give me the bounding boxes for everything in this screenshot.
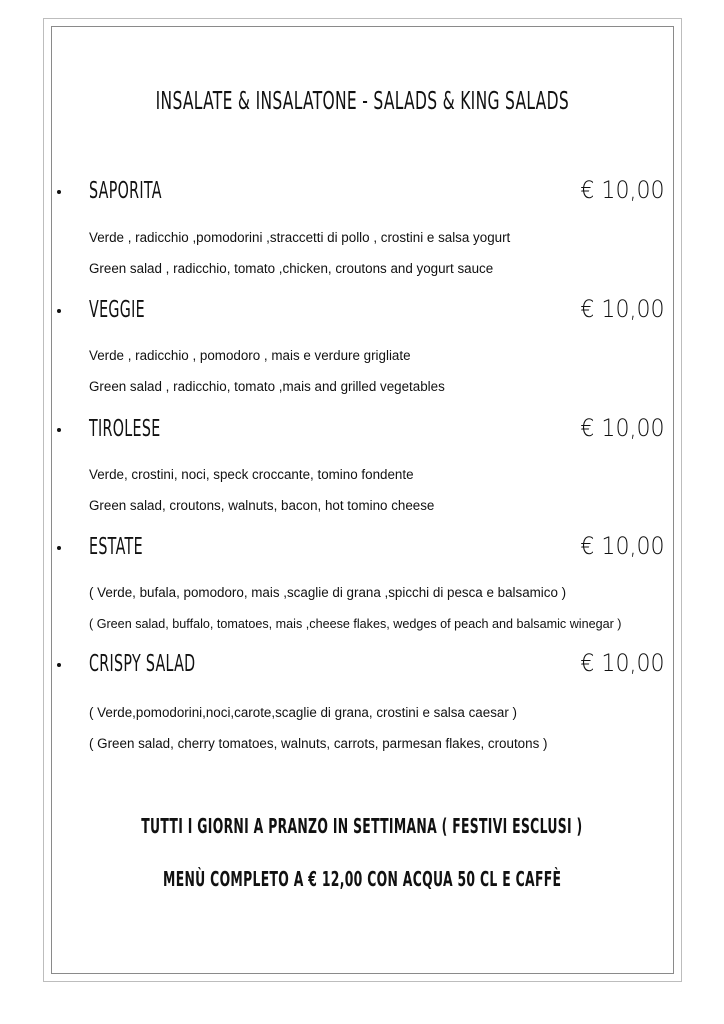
item-desc-it: ( Verde,pomodorini,noci,carote,scaglie di grana, crostini e salsa caesar ) [89,705,517,720]
item-price: € 10,00 [580,649,665,677]
footer-lunch-note: TUTTI I GIORNI A PRANZO IN SETTIMANA ( FESTIVI ESCLUSI ) [141,814,583,838]
menu-item-veggie [0,297,724,327]
bullet-icon [57,546,61,550]
item-name: TIROLESE [89,416,161,442]
item-desc-en: Green salad , radicchio, tomato ,mais and grilled vegetables [89,379,445,394]
item-name: CRISPY SALAD [89,651,196,677]
menu-item-tirolese [0,416,724,446]
menu-title: INSALATE & INSALATONE - SALADS & KING SALADS [155,86,569,115]
bullet-icon [57,428,61,432]
item-name: SAPORITA [89,178,162,204]
item-name: ESTATE [89,534,143,560]
bullet-icon [57,663,61,667]
bullet-icon [57,309,61,313]
item-desc-it: Verde , radicchio ,pomodorini ,straccetti di pollo , crostini e salsa yogurt [89,230,511,245]
item-price: € 10,00 [580,532,665,560]
item-desc-en: ( Green salad, buffalo, tomatoes, mais ,cheese flakes, wedges of peach and balsamic winegar ) [89,617,622,631]
item-desc-it: Verde , radicchio , pomodoro , mais e verdure grigliate [89,348,411,363]
item-desc-en: Green salad , radicchio, tomato ,chicken, croutons and yogurt sauce [89,261,494,276]
menu-item-crispy-salad [0,651,724,681]
footer-menu-offer: MENÙ COMPLETO A € 12,00 CON ACQUA 50 CL E CAFFÈ [162,867,562,891]
item-desc-en: Green salad, croutons, walnuts, bacon, hot tomino cheese [89,498,435,513]
item-desc-it: ( Verde, bufala, pomodoro, mais ,scaglie di grana ,spicchi di pesca e balsamico ) [89,585,567,600]
bullet-icon [57,190,61,194]
item-desc-it: Verde, crostini, noci, speck croccante, tomino fondente [89,467,414,482]
menu-item-saporita [0,178,724,208]
menu-item-estate [0,534,724,564]
item-price: € 10,00 [580,295,665,323]
item-desc-en: ( Green salad, cherry tomatoes, walnuts, carrots, parmesan flakes, croutons ) [89,736,548,751]
item-name: VEGGIE [89,297,145,323]
item-price: € 10,00 [580,176,665,204]
item-price: € 10,00 [580,414,665,442]
